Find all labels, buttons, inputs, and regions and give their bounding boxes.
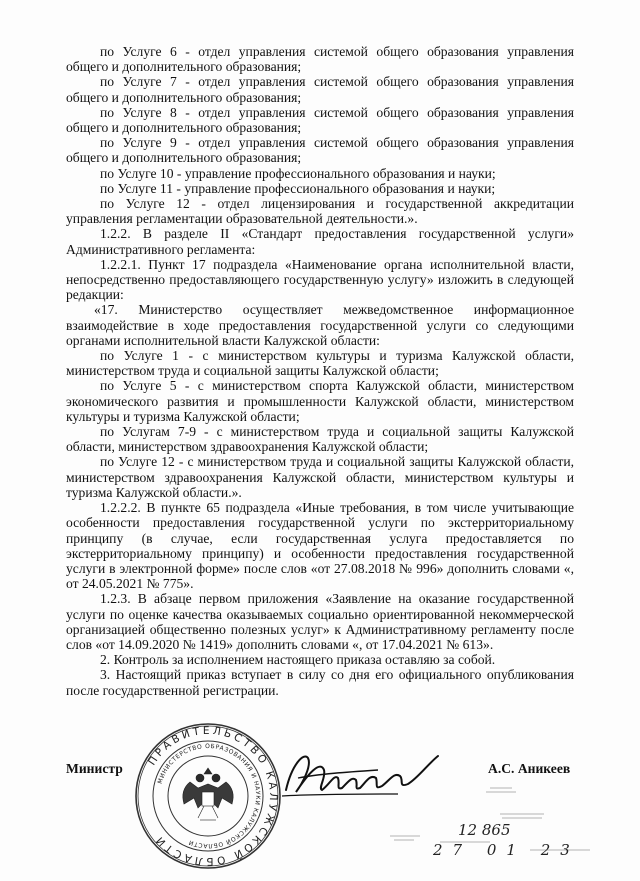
signer-position: Министр	[66, 761, 123, 776]
paragraph: по Услуге 5 - с министерством спорта Калужской области, министерством экономического развития и промышленности Калужской области, министерством культуры и туризма Калужской области;	[66, 378, 574, 424]
paragraph: по Услуге 10 - управление профессионального образования и науки;	[100, 165, 496, 181]
paragraph: по Услуге 8 - отдел управления системой общего образования управления общего и дополнительного образования;	[66, 104, 574, 136]
seal-inner-text: МИНИСТЕРСТВО ОБРАЗОВАНИЯ И НАУКИ КАЛУЖСКОЙ ОБЛАСТИ	[156, 742, 262, 850]
registration-date: 27 01 23	[433, 841, 580, 859]
seal-outer-text: ПРАВИТЕЛЬСТВО КАЛУЖСКОЙ ОБЛАСТИ	[145, 724, 280, 868]
paragraph: «17. Министерство осуществляет межведомственное информационное взаимодействие в ходе предоставления государственной услуги со следующими органами исполнительной власти Калужской области:	[66, 302, 574, 348]
paragraph: 1.2.2.2. В пункте 65 подраздела «Иные требования, в том числе учитывающие особенности предоставления государственной услуги по экстерриториальному принципу (в случае, если государственная услуга предоставляется по экстерриториальному принципу) и особенности предоставления государственной услуги в электронной форме» после слов «от 27.08.2018 № 996» дополнить словами «, от 24.05.2021 № 775».	[66, 500, 574, 592]
paragraph: по Услуге 12 - отдел лицензирования и государственной аккредитации управления регламентации образовательной деятельности.».	[66, 196, 574, 227]
paragraph: по Услуге 12 - с министерством труда и социальной защиты Калужской области, министерством здравоохранения Калужской области, министерством культуры и туризма Калужской области.».	[66, 454, 574, 500]
signer-name: А.С. Аникеев	[488, 761, 571, 776]
document-body	[66, 44, 574, 698]
paragraph: по Услуге 9 - отдел управления системой общего образования управления общего и дополнительного образования;	[66, 135, 574, 166]
paragraph: 2. Контроль за исполнением настоящего приказа оставляю за собой.	[100, 652, 496, 668]
coat-of-arms-icon	[183, 768, 233, 820]
registration-number: 12 865	[458, 821, 511, 839]
signature-block	[0, 720, 640, 881]
paragraph: 3. Настоящий приказ вступает в силу со дня его официального опубликования после государственной регистрации.	[66, 667, 574, 698]
paragraph: 1.2.2.1. Пункт 17 подраздела «Наименование органа исполнительной власти, непосредственно предоставляющего государственную услугу» изложить в следующей редакции:	[66, 256, 574, 303]
paragraph: по Услуге 11 - управление профессионального образования и науки;	[100, 180, 496, 196]
paragraph: по Услуге 7 - отдел управления системой общего образования управления общего и дополнительного образования;	[66, 74, 574, 105]
paragraph: по Услугам 7-9 - с министерством труда и социальной защиты Калужской области, министерством здравоохранения Калужской области;	[66, 424, 574, 455]
paragraph: по Услуге 1 - с министерством культуры и туризма Калужской области, министерством труда и социальной защиты Калужской области;	[66, 348, 574, 379]
paragraph: 1.2.3. В абзаце первом приложения «Заявление на оказание государственной услуги по оценке качества оказываемых социально ориентированной некоммерческой организацией общественно полезных услуг» к Административному регламенту после слов «от 14.09.2020 № 1419» дополнить словами «, от 17.04.2021 № 613».	[66, 591, 574, 652]
official-seal-stamp	[130, 720, 286, 872]
paragraph: 1.2.2. В разделе II «Стандарт предоставления государственной услуги» Административного регламента:	[66, 226, 574, 257]
paragraph: по Услуге 6 - отдел управления системой общего образования управления общего и дополнительного образования;	[66, 44, 574, 75]
